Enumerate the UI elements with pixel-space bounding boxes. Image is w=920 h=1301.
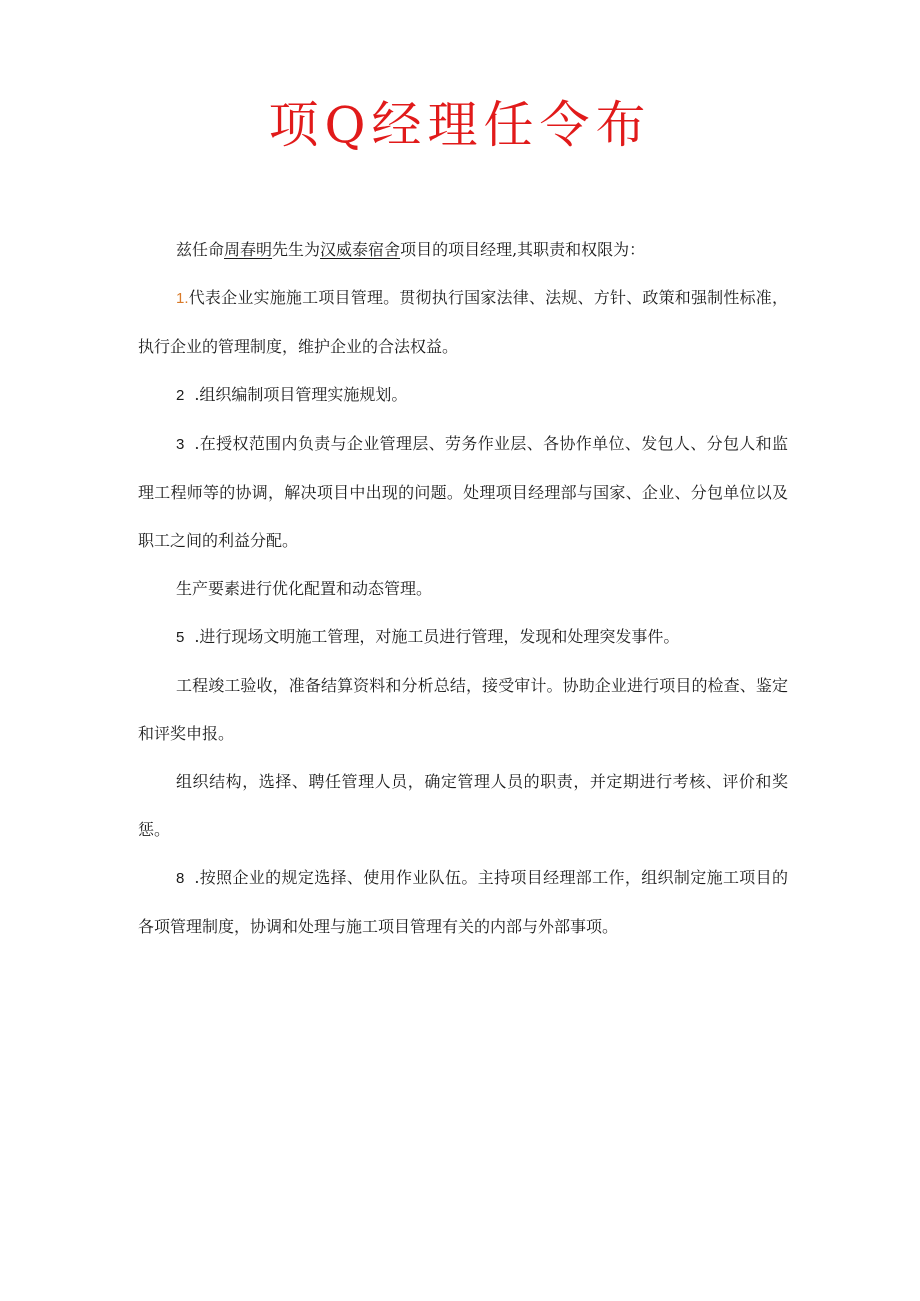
duty-text: 代表企业实施施工项目管理。贯彻执行国家法律、法规、方针、政策和强制性标准，执行企业的管理制度，维护企业的合法权益。 xyxy=(138,288,788,356)
duty-item-4 xyxy=(138,565,788,613)
duty-text: 生产要素进行优化配置和动态管理。 xyxy=(176,579,433,598)
intro-prefix: 兹任命 xyxy=(176,240,225,259)
duty-number: 1. xyxy=(176,290,189,307)
duty-item-5 xyxy=(138,613,788,662)
intro-suffix: 项目的项目经理,其职责和权限为： xyxy=(400,240,646,259)
duty-item-8 xyxy=(138,854,788,951)
duty-text: .按照企业的规定选择、使用作业队伍。主持项目经理部工作，组织制定施工项目的各项管理制度，协调和处理与施工项目管理有关的内部与外部事项。 xyxy=(138,868,788,936)
appointee-name: 周春明 xyxy=(224,240,273,259)
duty-text: 组织结构，选择、聘任管理人员，确定管理人员的职责，并定期进行考核、评价和奖惩。 xyxy=(138,772,788,839)
intro-mid: 先生为 xyxy=(272,240,321,259)
duty-number: 3 xyxy=(176,436,185,453)
duty-number: 2 xyxy=(176,387,185,404)
document-title: 项Q经理任令布 xyxy=(268,96,652,154)
project-name: 汉威泰宿舍 xyxy=(320,240,401,259)
duty-item-2 xyxy=(138,371,788,420)
duty-text: .进行现场文明施工管理，对施工员进行管理，发现和处理突发事件。 xyxy=(194,627,680,646)
duty-text: .在授权范围内负责与企业管理层、劳务作业层、各协作单位、发包人、分包人和监理工程师等的协调，解决项目中出现的问题。处理项目经理部与国家、企业、分包单位以及职工之间的利益分配。 xyxy=(138,434,788,550)
duty-number: 8 xyxy=(176,870,185,887)
document-body xyxy=(138,226,788,951)
duty-text: .组织编制项目管理实施规划。 xyxy=(194,385,408,404)
duty-item-7 xyxy=(138,758,788,854)
duty-item-3 xyxy=(138,420,788,565)
intro-paragraph xyxy=(138,226,788,274)
duty-item-6 xyxy=(138,662,788,758)
duty-item-1 xyxy=(138,274,788,371)
duty-text: 工程竣工验收，准备结算资料和分析总结，接受审计。协助企业进行项目的检查、鉴定和评奖申报。 xyxy=(138,676,788,743)
duty-number: 5 xyxy=(176,629,185,646)
